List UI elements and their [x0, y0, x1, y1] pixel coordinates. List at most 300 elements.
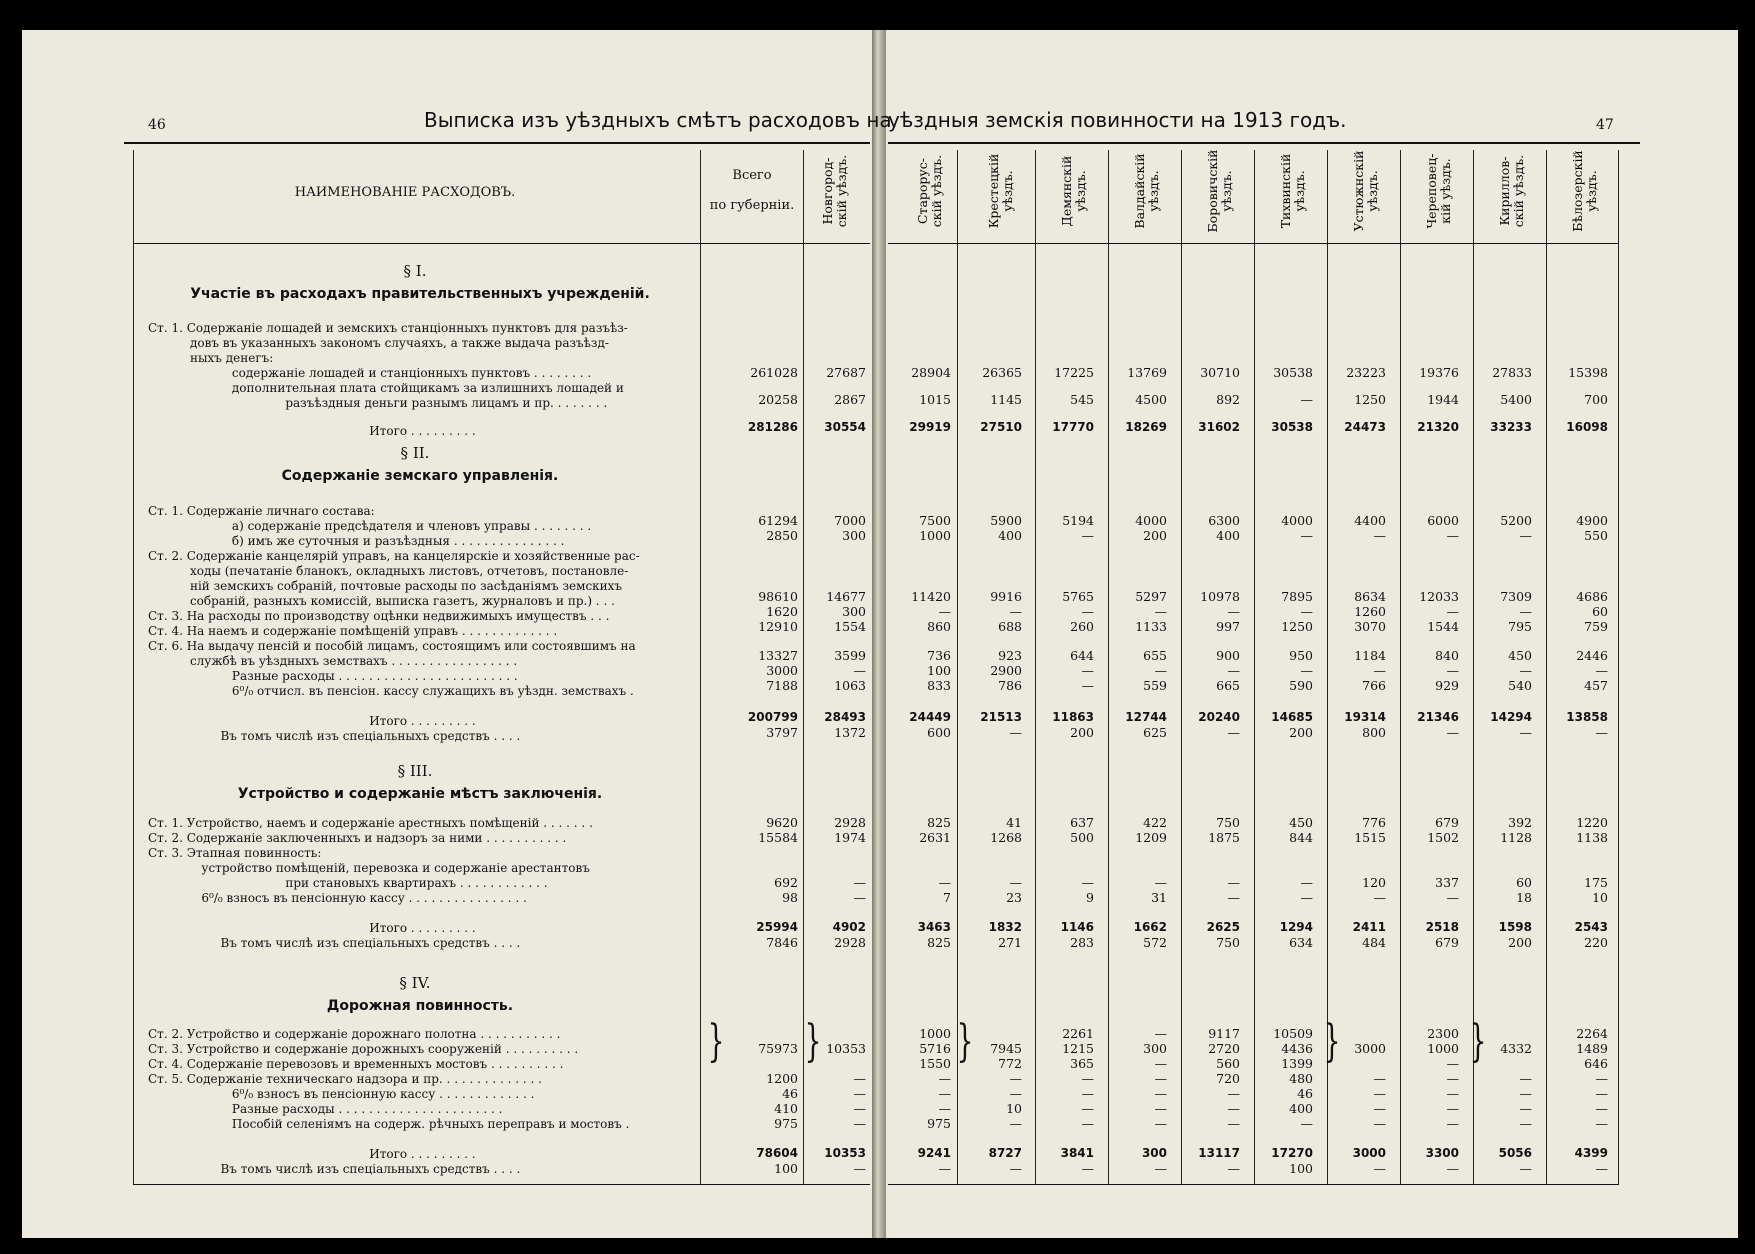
table-cell: 17770: [1052, 420, 1094, 434]
district-header: [1205, 149, 1234, 233]
row-label: Ст. 3. Устройство и содержаніе дорожныхъ сооруженій . . . . . . . . . .: [148, 1042, 579, 1056]
section-title: Устройство и содержаніе мѣстъ заключенія.: [237, 786, 603, 802]
table-cell: 10978: [1200, 589, 1240, 604]
row-label: Ст. 3. На расходы по производству оцѣнки недвижимыхъ имуществъ . . .: [148, 609, 610, 623]
table-cell: —: [1300, 604, 1313, 619]
table-cell: —: [1519, 528, 1532, 543]
table-cell: 634: [1289, 935, 1313, 950]
table-cell: 450: [1289, 815, 1313, 830]
table-cell: 3797: [766, 725, 798, 740]
table-cell: 2446: [1576, 648, 1608, 663]
table-cell: 4686: [1576, 589, 1608, 604]
table-cell: 200: [1143, 528, 1167, 543]
table-cell: —: [1081, 1116, 1094, 1131]
table-cell: —: [853, 1161, 866, 1176]
section-number: § I.: [403, 262, 427, 280]
district-header: [915, 150, 944, 232]
brace-icon: }: [804, 1016, 822, 1067]
table-cell: 736: [927, 648, 951, 663]
table-cell: 41: [1006, 815, 1022, 830]
table-cell: 1063: [834, 678, 866, 693]
table-cell: —: [1154, 663, 1167, 678]
table-cell: 679: [1435, 815, 1459, 830]
table-cell: 31: [1151, 890, 1167, 905]
table-cell: 27687: [826, 365, 866, 380]
table-cell: —: [1446, 890, 1459, 905]
table-cell: —: [1081, 678, 1094, 693]
table-cell: 975: [927, 1116, 951, 1131]
bottom-rule-right: [888, 1184, 1618, 1185]
table-cell: 21346: [1417, 710, 1459, 724]
table-cell: 3463: [917, 920, 951, 934]
table-cell: 1184: [1354, 648, 1386, 663]
table-cell: —: [1446, 528, 1459, 543]
table-cell: 30538: [1271, 420, 1313, 434]
table-cell: 825: [927, 815, 951, 830]
table-cell: 100: [774, 1161, 798, 1176]
table-cell: —: [1009, 1086, 1022, 1101]
table-cell: 271: [998, 935, 1022, 950]
table-cell: —: [1227, 1116, 1240, 1131]
table-cell: 572: [1143, 935, 1167, 950]
table-cell: —: [1595, 1161, 1608, 1176]
table-cell: 300: [842, 604, 866, 619]
section-number: § II.: [400, 444, 430, 462]
table-cell: 422: [1143, 815, 1167, 830]
header-rule-top: [124, 142, 870, 144]
table-cell: 16098: [1566, 420, 1608, 434]
row-label: дополнительная плата стойщикамъ за излишнихъ лошадей и: [148, 381, 624, 395]
table-cell: —: [1446, 1101, 1459, 1116]
row-label: службѣ въ уѣздныхъ земствахъ . . . . . . . . . . . . . . . . .: [148, 654, 518, 668]
row-label: Ст. 1. Устройство, наемъ и содержаніе арестныхъ помѣщеній . . . . . . .: [148, 816, 593, 830]
table-cell: 540: [1508, 678, 1532, 693]
district-header-label: Старорус- скій уѣздъ.: [915, 154, 944, 228]
table-cell: —: [1519, 725, 1532, 740]
table-cell: 3000: [1352, 1146, 1386, 1160]
table-cell: 20258: [758, 392, 798, 407]
row-label: Итого . . . . . . . . .: [148, 921, 476, 935]
row-label: 6⁰/₀ отчисл. въ пенсіон. кассу служащихъ въ уѣздн. земствахъ .: [148, 684, 634, 698]
table-cell: 17225: [1054, 365, 1094, 380]
row-label: Ст. 5. Содержаніе техническаго надзора и пр. . . . . . . . . . . . . .: [148, 1072, 542, 1086]
table-cell: 997: [1216, 619, 1240, 634]
braced-value: 3000: [1354, 1041, 1386, 1056]
row-label: а) содержаніе предсѣдателя и членовъ управы . . . . . . . .: [148, 519, 592, 533]
table-cell: 13117: [1198, 1146, 1240, 1160]
table-cell: —: [1373, 1071, 1386, 1086]
brace-icon: }: [956, 1016, 974, 1067]
section-number: § IV.: [399, 974, 431, 992]
table-cell: 5200: [1500, 513, 1532, 528]
table-cell: 1974: [834, 830, 866, 845]
table-cell: 1489: [1576, 1041, 1608, 1056]
row-label: Въ томъ числѣ изъ спеціальныхъ средствъ . . . .: [148, 1162, 521, 1176]
table-cell: 840: [1435, 648, 1459, 663]
table-cell: —: [938, 1161, 951, 1176]
braced-value: 4332: [1500, 1041, 1532, 1056]
table-cell: —: [1227, 1101, 1240, 1116]
table-cell: 3070: [1354, 619, 1386, 634]
table-cell: 10: [1006, 1101, 1022, 1116]
table-cell: 5297: [1135, 589, 1167, 604]
table-cell: 21513: [980, 710, 1022, 724]
table-cell: 4000: [1135, 513, 1167, 528]
table-cell: 2625: [1206, 920, 1240, 934]
bottom-rule-left: [133, 1184, 870, 1185]
table-cell: 776: [1362, 815, 1386, 830]
table-cell: —: [938, 1071, 951, 1086]
table-cell: 688: [998, 619, 1022, 634]
page-title-right: уѣздныя земскія повинности на 1913 годъ.: [888, 108, 1347, 132]
table-cell: —: [1595, 1086, 1608, 1101]
table-cell: 4900: [1576, 513, 1608, 528]
table-cell: —: [1154, 1116, 1167, 1131]
table-cell: 1550: [919, 1056, 951, 1071]
table-cell: 98610: [758, 589, 798, 604]
table-cell: 2867: [834, 392, 866, 407]
table-cell: —: [853, 890, 866, 905]
table-cell: 400: [1289, 1101, 1313, 1116]
table-cell: 1146: [1060, 920, 1094, 934]
table-cell: 4500: [1135, 392, 1167, 407]
table-cell: 646: [1584, 1056, 1608, 1071]
row-label: Итого . . . . . . . . .: [148, 714, 476, 728]
table-cell: 200: [1508, 935, 1532, 950]
table-cell: 11420: [911, 589, 951, 604]
table-cell: 78604: [756, 1146, 798, 1160]
table-cell: 1133: [1135, 619, 1167, 634]
table-cell: —: [1009, 604, 1022, 619]
table-cell: 5400: [1500, 392, 1532, 407]
table-cell: 1399: [1281, 1056, 1313, 1071]
table-cell: 7: [943, 890, 951, 905]
braced-value: 7945: [990, 1041, 1022, 1056]
table-cell: —: [1227, 890, 1240, 905]
table-cell: 2518: [1425, 920, 1459, 934]
table-cell: 21320: [1417, 420, 1459, 434]
table-cell: 3841: [1060, 1146, 1094, 1160]
table-cell: —: [853, 1086, 866, 1101]
table-cell: 600: [927, 725, 951, 740]
table-cell: 30538: [1273, 365, 1313, 380]
district-header: [1497, 150, 1526, 232]
table-cell: 7846: [766, 935, 798, 950]
table-cell: 2264: [1576, 1026, 1608, 1041]
table-cell: 800: [1362, 725, 1386, 740]
table-cell: 46: [782, 1086, 798, 1101]
table-cell: —: [938, 1101, 951, 1116]
table-cell: 625: [1143, 725, 1167, 740]
table-cell: 2850: [766, 528, 798, 543]
table-cell: 23: [1006, 890, 1022, 905]
section-title: Содержаніе земскаго управленія.: [281, 468, 559, 484]
table-cell: 3300: [1425, 1146, 1459, 1160]
table-cell: —: [853, 875, 866, 890]
table-cell: —: [1081, 875, 1094, 890]
table-cell: 175: [1584, 875, 1608, 890]
table-cell: —: [1227, 1161, 1240, 1176]
table-cell: 559: [1143, 678, 1167, 693]
table-cell: —: [1009, 875, 1022, 890]
page-number-right: 47: [1596, 117, 1614, 133]
table-cell: 13858: [1566, 710, 1608, 724]
table-cell: 1944: [1427, 392, 1459, 407]
brace-icon: }: [1469, 1016, 1487, 1067]
table-cell: 410: [774, 1101, 798, 1116]
row-label: Ст. 6. На выдачу пенсій и пособій лицамъ, состоящимъ или состоявшимъ на: [148, 639, 636, 653]
table-cell: 786: [998, 678, 1022, 693]
table-cell: —: [1081, 528, 1094, 543]
table-cell: 4436: [1281, 1041, 1313, 1056]
table-cell: —: [1227, 604, 1240, 619]
table-cell: 15398: [1568, 365, 1608, 380]
table-cell: 28493: [824, 710, 866, 724]
table-cell: 25994: [756, 920, 798, 934]
table-cell: 14685: [1271, 710, 1313, 724]
district-header: [1351, 150, 1380, 232]
table-cell: 60: [1516, 875, 1532, 890]
table-cell: 3599: [834, 648, 866, 663]
table-cell: —: [1227, 1086, 1240, 1101]
table-cell: —: [1154, 875, 1167, 890]
table-cell: 12910: [758, 619, 798, 634]
table-cell: —: [1595, 1101, 1608, 1116]
table-cell: 7309: [1500, 589, 1532, 604]
table-cell: 12744: [1125, 710, 1167, 724]
header-rule-bottom-right: [888, 243, 1618, 244]
table-cell: 2261: [1062, 1026, 1094, 1041]
page-number-left: 46: [148, 117, 166, 133]
table-cell: —: [1519, 663, 1532, 678]
table-cell: 825: [927, 935, 951, 950]
table-cell: —: [1373, 1101, 1386, 1116]
district-header: [1424, 150, 1453, 232]
table-cell: 1145: [990, 392, 1022, 407]
table-cell: 1000: [919, 1026, 951, 1041]
table-cell: —: [1446, 663, 1459, 678]
row-label: Итого . . . . . . . . .: [148, 1147, 476, 1161]
table-cell: 7188: [766, 678, 798, 693]
table-cell: 1260: [1354, 604, 1386, 619]
table-cell: 10353: [824, 1146, 866, 1160]
table-cell: 720: [1216, 1071, 1240, 1086]
table-cell: 281286: [747, 420, 798, 434]
row-label: ныхъ денегъ:: [148, 351, 274, 365]
table-cell: 6000: [1427, 513, 1459, 528]
district-header: [1278, 150, 1307, 232]
table-cell: 400: [1216, 528, 1240, 543]
table-cell: 30710: [1200, 365, 1240, 380]
table-cell: 950: [1289, 648, 1313, 663]
table-cell: —: [1009, 1071, 1022, 1086]
district-header-label: Боровичскій уѣздъ.: [1205, 149, 1234, 233]
table-cell: —: [1519, 1161, 1532, 1176]
table-cell: 772: [998, 1056, 1022, 1071]
table-cell: 457: [1584, 678, 1608, 693]
table-cell: —: [938, 1086, 951, 1101]
table-cell: 1000: [1427, 1041, 1459, 1056]
table-cell: 5056: [1498, 1146, 1532, 1160]
table-cell: —: [1519, 1101, 1532, 1116]
row-label: Разные расходы . . . . . . . . . . . . . . . . . . . . . .: [148, 1102, 503, 1116]
table-cell: 9: [1086, 890, 1094, 905]
brace-icon: }: [707, 1016, 725, 1067]
table-cell: 18: [1516, 890, 1532, 905]
table-cell: 750: [1216, 935, 1240, 950]
table-cell: —: [1446, 1071, 1459, 1086]
row-label: содержаніе лошадей и станціонныхъ пунктовъ . . . . . . . .: [148, 366, 592, 380]
table-cell: 33233: [1490, 420, 1532, 434]
table-cell: 200799: [747, 710, 798, 724]
table-cell: 1268: [990, 830, 1022, 845]
row-label: б) имъ же суточныя и разъѣздныя . . . . . . . . . . . . . . .: [148, 534, 565, 548]
table-cell: 2300: [1427, 1026, 1459, 1041]
district-header: [1132, 150, 1161, 232]
table-cell: 1250: [1281, 619, 1313, 634]
table-cell: —: [1009, 725, 1022, 740]
table-cell: 5716: [919, 1041, 951, 1056]
table-cell: 975: [774, 1116, 798, 1131]
table-cell: 1502: [1427, 830, 1459, 845]
table-cell: —: [1595, 1116, 1608, 1131]
table-cell: —: [1081, 604, 1094, 619]
district-header-label: Череповец- кій уѣздъ.: [1424, 153, 1453, 229]
section-title: Дорожная повинность.: [326, 998, 514, 1014]
district-header: [820, 150, 849, 232]
table-cell: 300: [1141, 1146, 1167, 1160]
table-cell: 26365: [982, 365, 1022, 380]
table-cell: 1662: [1133, 920, 1167, 934]
row-label: при становыхъ квартирахъ . . . . . . . . . . . .: [148, 876, 548, 890]
row-label: довъ въ указанныхъ закономъ случаяхъ, а также выдача разъѣзд-: [148, 336, 609, 350]
table-cell: 300: [1143, 1041, 1167, 1056]
table-cell: 13769: [1127, 365, 1167, 380]
table-cell: 923: [998, 648, 1022, 663]
table-cell: —: [1373, 1086, 1386, 1101]
table-cell: 2411: [1352, 920, 1386, 934]
table-cell: —: [1009, 1116, 1022, 1131]
table-cell: 644: [1070, 648, 1094, 663]
table-cell: 1832: [988, 920, 1022, 934]
table-cell: —: [1373, 1116, 1386, 1131]
district-header-label: Новгород- скій уѣздъ.: [820, 154, 849, 228]
table-cell: 27833: [1492, 365, 1532, 380]
table-cell: 337: [1435, 875, 1459, 890]
table-cell: 200: [1070, 725, 1094, 740]
row-label: ходы (печатаніе бланокъ, окладныхъ листовъ, отчетовъ, постановле-: [148, 564, 629, 578]
table-cell: —: [938, 875, 951, 890]
table-cell: 833: [927, 678, 951, 693]
row-label: Ст. 4. На наемъ и содержаніе помѣщеній управъ . . . . . . . . . . . . .: [148, 624, 558, 638]
table-cell: 2928: [834, 935, 866, 950]
column-rule: [700, 150, 701, 1185]
table-cell: 31602: [1198, 420, 1240, 434]
table-cell: —: [1154, 1026, 1167, 1041]
district-header-label: Крестецкій уѣздъ.: [986, 153, 1015, 229]
table-cell: —: [1154, 1101, 1167, 1116]
brace-icon: }: [1323, 1016, 1341, 1067]
table-cell: —: [1081, 663, 1094, 678]
table-cell: 844: [1289, 830, 1313, 845]
table-cell: 759: [1584, 619, 1608, 634]
table-cell: 500: [1070, 830, 1094, 845]
table-cell: 120: [1362, 875, 1386, 890]
row-label: Ст. 2. Содержаніе канцелярій управъ, на канцелярскіе и хозяйственные рас-: [148, 549, 640, 563]
table-cell: 1554: [834, 619, 866, 634]
table-cell: 60: [1592, 604, 1608, 619]
row-label: Ст. 1. Содержаніе лошадей и земскихъ станціонныхъ пунктовъ для разъѣз-: [148, 321, 628, 335]
table-cell: 300: [842, 528, 866, 543]
table-cell: 5765: [1062, 589, 1094, 604]
row-label: 6⁰/₀ взносъ въ пенсіонную кассу . . . . . . . . . . . . .: [148, 1087, 535, 1101]
table-cell: —: [1081, 1161, 1094, 1176]
table-cell: 4400: [1354, 513, 1386, 528]
table-cell: 5194: [1062, 513, 1094, 528]
table-cell: 3000: [766, 663, 798, 678]
table-cell: —: [1154, 1161, 1167, 1176]
table-cell: —: [1595, 1071, 1608, 1086]
table-cell: 9241: [917, 1146, 951, 1160]
table-cell: —: [1446, 725, 1459, 740]
column-rule: [133, 150, 134, 1185]
table-cell: 9620: [766, 815, 798, 830]
table-cell: 11863: [1052, 710, 1094, 724]
table-cell: 24473: [1344, 420, 1386, 434]
table-cell: —: [1154, 1086, 1167, 1101]
table-cell: —: [1595, 725, 1608, 740]
table-cell: —: [938, 604, 951, 619]
table-cell: —: [853, 1116, 866, 1131]
braced-value: 10353: [826, 1041, 866, 1056]
table-cell: 1598: [1498, 920, 1532, 934]
table-cell: —: [1081, 1071, 1094, 1086]
table-cell: 1220: [1576, 815, 1608, 830]
table-cell: 19314: [1344, 710, 1386, 724]
table-cell: 1544: [1427, 619, 1459, 634]
table-cell: 750: [1216, 815, 1240, 830]
row-label: ній земскихъ собраній, почтовые расходы по засѣданіямъ земскихъ: [148, 579, 623, 593]
table-cell: 27510: [980, 420, 1022, 434]
row-label: Разные расходы . . . . . . . . . . . . . . . . . . . . . . . .: [148, 669, 518, 683]
row-label: устройство помѣщеній, перевозка и содержаніе арестантовъ: [148, 861, 590, 875]
table-cell: 17270: [1271, 1146, 1313, 1160]
table-cell: 550: [1584, 528, 1608, 543]
table-cell: 2928: [834, 815, 866, 830]
table-cell: 365: [1070, 1056, 1094, 1071]
table-cell: —: [1227, 875, 1240, 890]
table-cell: —: [853, 1071, 866, 1086]
table-cell: 7000: [834, 513, 866, 528]
table-cell: 700: [1584, 392, 1608, 407]
column-header-total-line2: по губерніи.: [709, 198, 795, 213]
district-header: [1059, 150, 1088, 232]
table-cell: 98: [782, 890, 798, 905]
table-cell: 1250: [1354, 392, 1386, 407]
table-cell: 7895: [1281, 589, 1313, 604]
header-rule-bottom: [133, 243, 870, 244]
table-cell: 2900: [990, 663, 1022, 678]
table-cell: 61294: [758, 513, 798, 528]
table-cell: —: [1081, 1086, 1094, 1101]
table-cell: 220: [1584, 935, 1608, 950]
table-cell: 7500: [919, 513, 951, 528]
table-cell: 1015: [919, 392, 951, 407]
table-cell: 1200: [766, 1071, 798, 1086]
table-cell: 545: [1070, 392, 1094, 407]
table-cell: 8634: [1354, 589, 1386, 604]
table-cell: 4000: [1281, 513, 1313, 528]
